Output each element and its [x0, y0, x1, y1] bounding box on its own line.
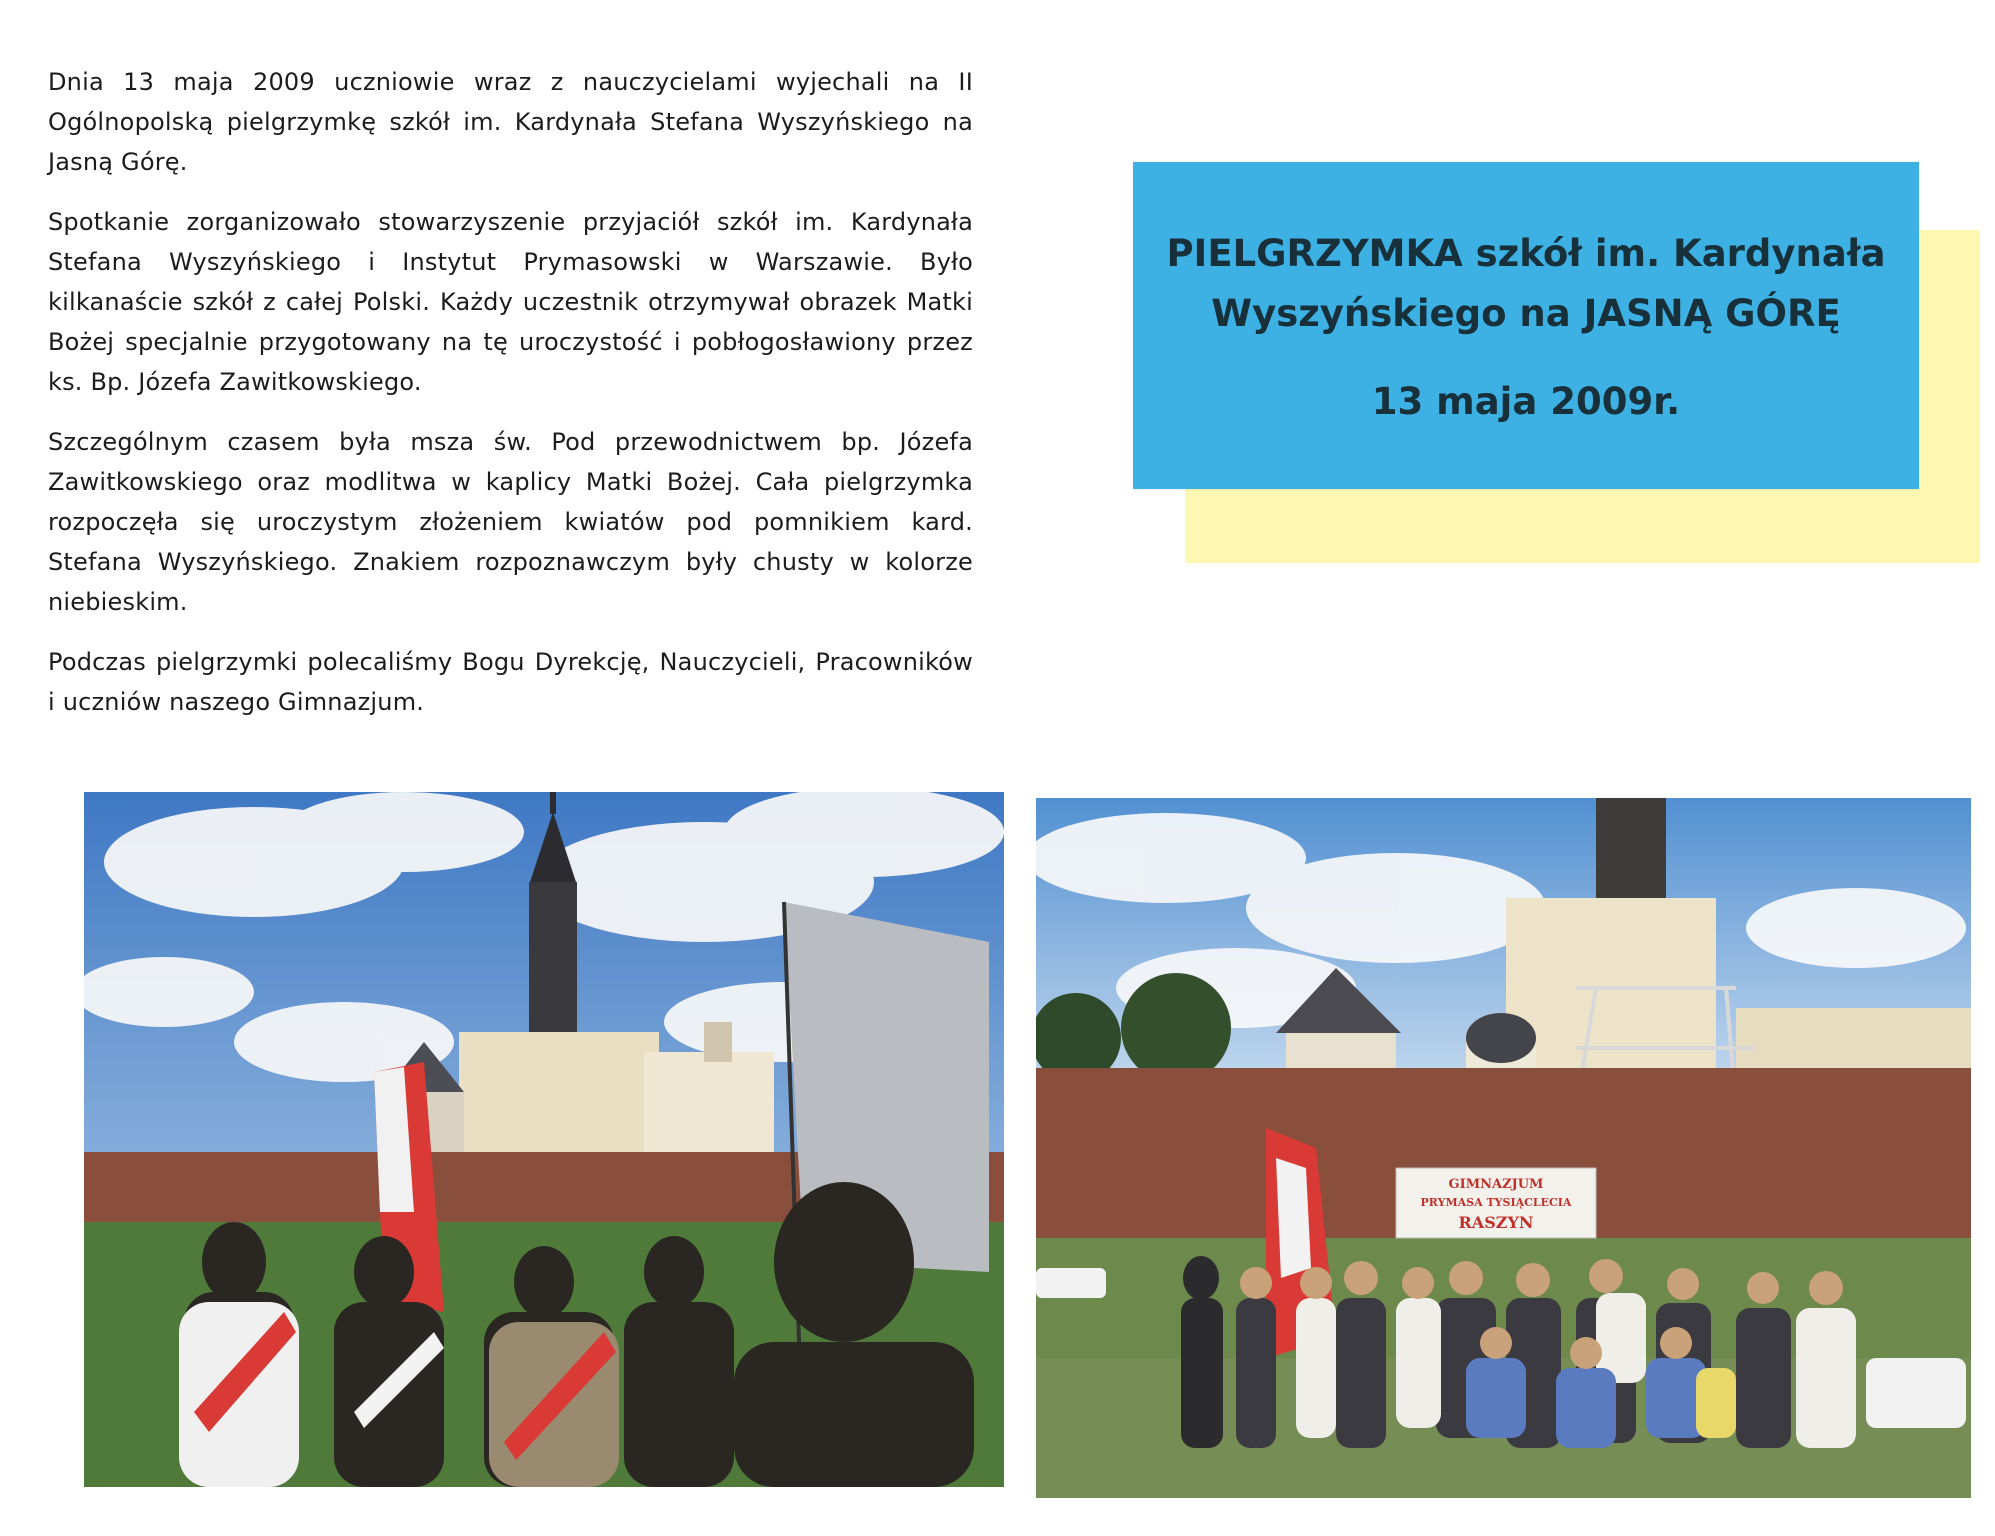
- school-banner: [1396, 1168, 1596, 1238]
- banner-date: 13 maja 2009r.: [1371, 380, 1681, 423]
- banner-title: PIELGRZYMKA szkół im. Kardynała Wyszyńskiego na JASNĄ GÓRĘ: [1166, 232, 1886, 335]
- article-text: [48, 62, 973, 742]
- school-banner-line-1: GIMNAZJUM: [1448, 1177, 1544, 1192]
- photo-ceremony-crowd-image: [84, 792, 1004, 1487]
- photo-group: [1036, 798, 1971, 1498]
- paragraph-organizers: Spotkanie zorganizowało stowarzyszenie przyjaciół szkół im. Kardynała Stefana Wyszyńskiego i Instytut Prymasowski w Warszawie. Było kilkanaście szkół z całej Polski. Każdy uczestnik otrzymywał obrazek Matki Bożej specjalnie przygotowany na tę uroczystość i pobłogosławiony przez ks. Bp. Józefa Zawitkowskiego.: [48, 208, 973, 396]
- photo-group-image: [1036, 798, 1971, 1498]
- paragraph-mass: Szczególnym czasem była msza św. Pod przewodnictwem bp. Józefa Zawitkowskiego oraz modlitwa w kaplicy Matki Bożej. Cała pielgrzymka rozpoczęła się uroczystym złożeniem kwiatów pod pomnikiem kard. Stefana Wyszyńskiego. Znakiem rozpoznawczym były chusty w kolorze niebieskim.: [48, 428, 973, 616]
- school-banner-line-3: RASZYN: [1458, 1213, 1534, 1232]
- photo-ceremony-crowd: [84, 792, 1004, 1487]
- paragraph-intro: Dnia 13 maja 2009 uczniowie wraz z nauczycielami wyjechali na II Ogólnopolską pielgrzymkę szkół im. Kardynała Stefana Wyszyńskiego na Jasną Górę.: [48, 68, 973, 176]
- title-banner: [1133, 162, 1919, 489]
- school-banner-line-2: PRYMASA TYSIĄCLECIA: [1420, 1196, 1572, 1209]
- paragraph-prayers: Podczas pielgrzymki polecaliśmy Bogu Dyrekcję, Nauczycieli, Pracowników i uczniów naszego Gimnazjum.: [48, 648, 973, 716]
